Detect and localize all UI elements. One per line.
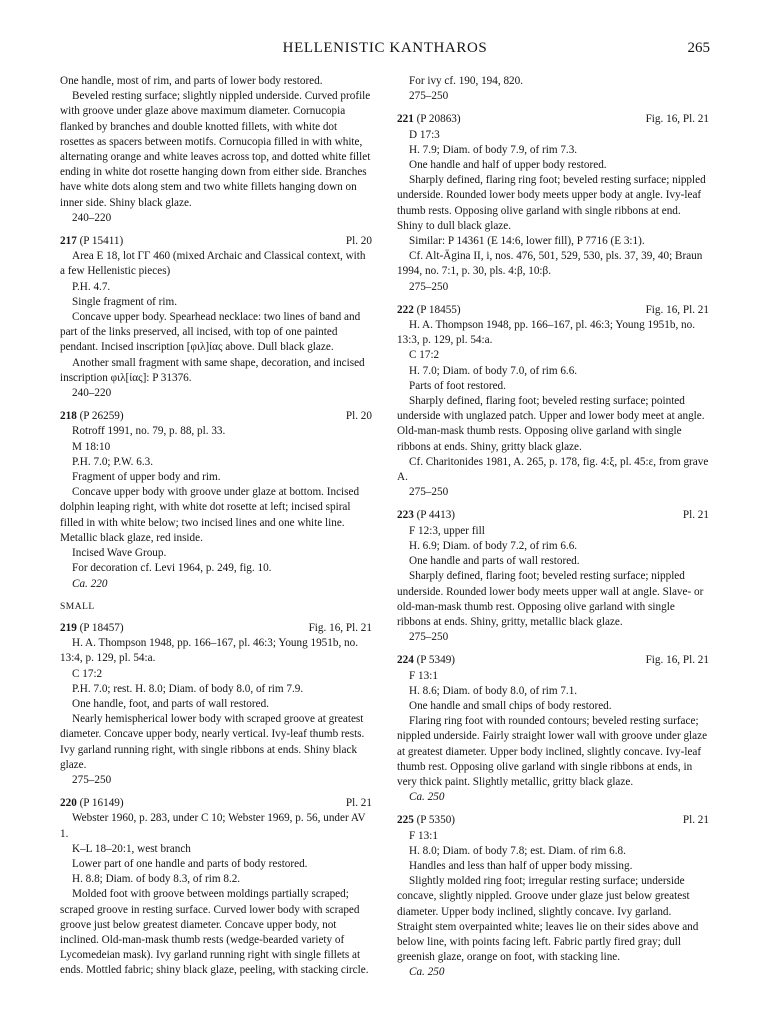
entry-line: P.H. 7.0; P.W. 6.3. (72, 455, 154, 468)
catalog-entry-219 (60, 621, 372, 788)
entry-line: Fragment of upper body and rim. (72, 471, 221, 484)
inventory-number: (P 16149) (79, 797, 124, 810)
entry-line: P.H. 7.0; rest. H. 8.0; Diam. of body 8.0, of rim 7.9. (72, 682, 304, 695)
entry-number: 219 (60, 621, 77, 634)
running-title: HELLENISTIC KANTHAROS (282, 40, 488, 56)
plate-reference: Pl. 21 (682, 814, 709, 827)
plate-reference: Pl. 21 (682, 509, 709, 522)
plate-reference: Fig. 16, Pl. 21 (645, 654, 709, 667)
plate-reference: Fig. 16, Pl. 21 (645, 113, 709, 126)
entry-date: 275–250 (409, 90, 449, 103)
entry-header (397, 508, 709, 523)
entry-line: H. 8.0; Diam. of body 7.8; est. Diam. of rim 6.8. (409, 844, 626, 857)
entry-description: Molded foot with groove between moldings partially scraped; scraped groove in resting surface. Curved lower body with scraped groove just below greatest diameter. Concave upper body, not inclined. Old-man-mask thumb rests (wedge-bearded variety of Lycomedeian mask). Ivy garland running right with single fillets at ends. Mottled fabric; shiny black glaze, peeling, with stacking circle. (60, 888, 369, 977)
entry-number: 218 (60, 410, 77, 423)
entry-line: One handle, foot, and parts of wall restored. (72, 697, 269, 710)
entry-number: 220 (60, 797, 77, 810)
entry-date: 275–250 (409, 486, 449, 499)
plate-reference: Pl. 21 (345, 797, 372, 810)
entry-line: Another small fragment with same shape, decoration, and incised inscription φιλ[ίας]: P 31376. (60, 356, 365, 384)
entry-line: For ivy cf. 190, 194, 820. (409, 75, 524, 87)
entry-line: F 12:3, upper fill (409, 524, 485, 537)
entry-header (60, 796, 372, 811)
entry-line: C 17:2 (72, 667, 103, 680)
entry-line: F 13:1 (409, 829, 438, 842)
entry-description: Beveled resting surface; slightly nippled underside. Curved profile with groove under glaze above maximum diameter. Cornucopia flanked by branches and double knotted fillets, with white dot rosettes as spacers between motifs. Cornucopia filled in with white, alternating orange and white leaves across top, and dotted white fillet ending in white dot rosette hanging down from either side. Branches have white dots along stem and two white fillets hanging down on inner side. Shiny black glaze. (60, 90, 371, 209)
entry-line: K–L 18–20:1, west branch (72, 842, 191, 855)
entry-number: 223 (397, 509, 414, 522)
catalog-entry-223 (397, 508, 709, 645)
left-column (60, 74, 372, 987)
catalog-entry-225 (397, 813, 709, 980)
entry-line: One handle and half of upper body restored. (409, 159, 607, 172)
entry-line: H. 7.9; Diam. of body 7.9, of rim 7.3. (409, 143, 578, 156)
entry-date: 275–250 (72, 773, 112, 786)
entry-number: 224 (397, 654, 414, 667)
inventory-number: (P 26259) (79, 410, 124, 423)
entry-header (397, 112, 709, 127)
entry-date: 240–220 (72, 211, 112, 224)
catalog-entry-220 (60, 796, 372, 978)
entry-header (397, 303, 709, 318)
entry-date: Ca. 220 (72, 577, 108, 590)
entry-description: Concave upper body with groove under glaze at bottom. Incised dolphin leaping right, with white dot rosette at left; incised spiral filled in with white below; two incised lines and one white line. Metallic black glaze, red inside. (60, 486, 360, 544)
plate-reference: Fig. 16, Pl. 21 (308, 621, 372, 634)
entry-line: One handle and parts of wall restored. (409, 555, 580, 568)
entry-description: Sharply defined, flaring foot; beveled resting surface; pointed underside with unglazed patch. Upper and lower body meet at angle. Old-man-mask thumb rests. Opposing olive garland with single ribbons at ends. Shiny, gritty black glaze. (397, 395, 705, 453)
entry-line: D 17:3 (409, 128, 440, 141)
right-column (397, 74, 709, 989)
entry-line: Cf. Charitonides 1981, A. 265, p. 178, fig. 4:ξ, pl. 45:ε, from grave A. (397, 455, 709, 484)
entry-description: Concave upper body. Spearhead necklace: two lines of band and part of the links preserved, all incised, with top of one painted pendant. Incised inscription [φιλ]ίας above. Dull black glaze. (60, 311, 361, 354)
entry-date: Ca. 250 (409, 966, 445, 979)
catalog-entry-222 (397, 303, 709, 501)
entry-line: C 17:2 (409, 349, 440, 362)
entry-line: Parts of foot restored. (409, 379, 506, 392)
entry-line: H. 7.0; Diam. of body 7.0, of rim 6.6. (409, 364, 578, 377)
entry-header (60, 234, 372, 249)
entry-line: H. A. Thompson 1948, pp. 166–167, pl. 46:3; Young 1951b, no. 13:4, p. 129, pl. 54:a. (60, 637, 359, 665)
entry-date: 275–250 (409, 280, 449, 293)
running-header (60, 40, 710, 60)
inventory-number: (P 18457) (79, 621, 124, 634)
catalog-entry-224 (397, 653, 709, 805)
plate-reference: Pl. 20 (345, 410, 372, 423)
entry-continuation-right (397, 74, 709, 104)
entry-line: H. 6.9; Diam. of body 7.2, of rim 6.6. (409, 539, 578, 552)
entry-line: For decoration cf. Levi 1964, p. 249, fig. 10. (72, 562, 272, 575)
entry-line: Similar: P 14361 (E 14:6, lower fill), P 7716 (E 3:1). (409, 235, 645, 248)
entry-line: Rotroff 1991, no. 79, p. 88, pl. 33. (72, 425, 226, 438)
entry-line: P.H. 4.7. (72, 280, 111, 293)
entry-header (60, 409, 372, 424)
entry-line: Area E 18, lot ΓΓ 460 (mixed Archaic and Classical context, with a few Hellenistic pieces) (60, 250, 366, 278)
entry-line: M 18:10 (72, 440, 111, 453)
entry-line: Incised Wave Group. (72, 547, 167, 560)
inventory-number: (P 5349) (416, 654, 456, 667)
entry-text: One handle, most of rim, and parts of lower body restored. (60, 75, 323, 87)
page-number: 265 (687, 40, 710, 56)
catalog-entry-217 (60, 234, 372, 401)
entry-line: H. 8.6; Diam. of body 8.0, of rim 7.1. (409, 684, 578, 697)
entry-continuation-left (60, 74, 372, 226)
entry-line: Cf. Alt-Ägina II, i, nos. 476, 501, 529, 530, pls. 37, 39, 40; Braun 1994, no. 7:1, p. 30, pls. 4:β, 10:β. (397, 250, 703, 278)
inventory-number: (P 18455) (416, 303, 461, 316)
entry-date: Ca. 250 (409, 791, 445, 804)
inventory-number: (P 15411) (79, 235, 124, 248)
entry-number: 222 (397, 303, 414, 316)
entry-header (60, 621, 372, 636)
entry-line: Webster 1960, p. 283, under C 10; Webster 1969, p. 56, under AV 1. (60, 812, 366, 840)
entry-header (397, 653, 709, 668)
entry-line: H. 8.8; Diam. of body 8.3, of rim 8.2. (72, 873, 241, 886)
entry-description: Sharply defined, flaring foot; beveled resting surface; nippled underside. Rounded lower body meets upper wall at angle. Slave- or old-man-mask thumb rest. Opposing olive garland with single ribbons at ends. Shiny, gritty, metallic black glaze. (397, 570, 704, 628)
entry-date: 275–250 (409, 631, 449, 644)
entry-description: Sharply defined, flaring ring foot; beveled resting surface; nippled underside. Rounded lower body meets upper body at angle. Ivy-leaf thumb rests. Opposing olive garland with single ribbons at end. Shiny to dull black glaze. (397, 174, 706, 232)
inventory-number: (P 4413) (416, 509, 456, 522)
plate-reference: Pl. 20 (345, 235, 372, 248)
entry-line: One handle and small chips of body restored. (409, 699, 612, 712)
section-heading: SMALL (60, 601, 95, 612)
inventory-number: (P 5350) (416, 814, 456, 827)
entry-description: Slightly molded ring foot; irregular resting surface; underside concave, slightly nippled. Groove under glaze just below greatest diameter. Upper body inclined, slightly concave. Ivy garland. Straight stem overpainted white; leaves lie on their sides above and below line, with points facing left. Fabric partly fired gray; dull greenish glaze, orange on foot, with stacking line. (397, 875, 699, 964)
entry-line: Single fragment of rim. (72, 295, 178, 308)
entry-header (397, 813, 709, 828)
catalog-entry-221 (397, 112, 709, 294)
entry-line: Handles and less than half of upper body missing. (409, 859, 633, 872)
entry-description: Nearly hemispherical lower body with scraped groove at greatest diameter. Concave upper body, nearly vertical. Ivy-leaf thumb rests. Ivy garland running right, with single ribbons at ends. Shiny black glaze. (60, 713, 365, 771)
inventory-number: (P 20863) (416, 113, 461, 126)
entry-date: 240–220 (72, 387, 112, 400)
entry-description: Flaring ring foot with rounded contours; beveled resting surface; nippled underside. Fairly straight lower wall with groove under glaze at greatest diameter. Upper body inclined, slightly concave. Ivy-leaf thumb rest. Opposing olive garland with single ribbons at ends, in very thick paint. Slightly metallic, gritty black glaze. (397, 715, 708, 788)
entry-line: H. A. Thompson 1948, pp. 166–167, pl. 46:3; Young 1951b, no. 13:3, p. 129, pl. 54:a. (397, 319, 696, 347)
entry-number: 217 (60, 235, 77, 248)
entry-line: Lower part of one handle and parts of body restored. (72, 857, 308, 870)
catalog-entry-218 (60, 409, 372, 591)
plate-reference: Fig. 16, Pl. 21 (645, 303, 709, 316)
entry-number: 221 (397, 113, 414, 126)
entry-line: F 13:1 (409, 669, 438, 682)
entry-number: 225 (397, 814, 414, 827)
